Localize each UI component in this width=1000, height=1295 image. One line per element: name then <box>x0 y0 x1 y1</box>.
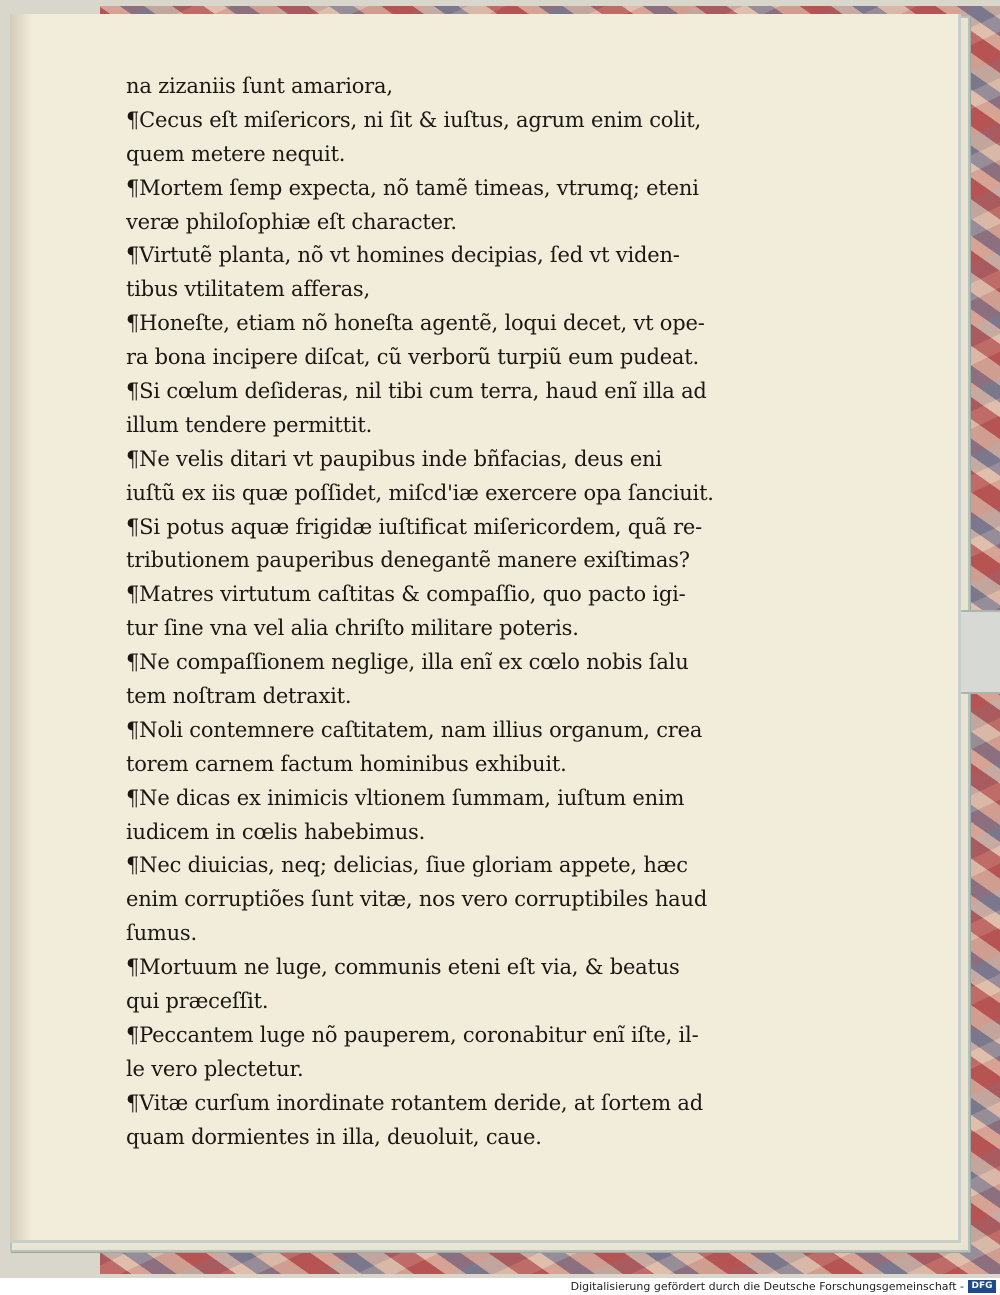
text-line: ¶Mortuum ne luge, communis eteni eſt via, & beatus <box>126 955 680 980</box>
text-line: ¶Ne compaſſionem neglige, illa enĩ ex cœlo nobis ſalu <box>126 650 689 675</box>
text-line: quam dormientes in illa, deuoluit, caue. <box>126 1124 542 1149</box>
text-line: ¶Mortem ſemp expecta, nõ tamẽ timeas, vtrumq; eteni <box>126 175 699 200</box>
text-line: enim corruptiões ſunt vitæ, nos vero corruptibiles haud <box>126 887 708 912</box>
text-line: ¶Noli contemnere caſtitatem, nam illius organum, crea <box>126 717 703 742</box>
page-gutter-shadow <box>10 14 32 1240</box>
text-line: iuſtũ ex iis quæ poſſidet, miſcd'iæ exercere opa ſanciuit. <box>126 480 714 505</box>
text-line: ¶Cecus eſt miſericors, ni ſit & iuſtus, agrum enim colit, <box>126 107 701 132</box>
text-line: ¶Matres virtutum caſtitas & compaſſio, quo pacto igi- <box>126 582 686 607</box>
text-line: ¶Honeſte, etiam nõ honeſta agentẽ, loqui decet, vt ope- <box>126 311 705 336</box>
footer-credit: Digitalisierung gefördert durch die Deutsche Forschungsgemeinschaft - <box>570 1280 964 1293</box>
text-line: le vero plectetur. <box>126 1056 304 1081</box>
text-line: tur ſine vna vel alia chriſto militare poteris. <box>126 616 579 641</box>
text-line: tem noſtram detraxit. <box>126 684 352 709</box>
text-line: qui præceſſit. <box>126 989 269 1014</box>
page-text <box>126 70 816 1155</box>
text-line: veræ philoſophiæ eſt character. <box>126 209 457 234</box>
text-line: ¶Virtutẽ planta, nõ vt homines decipias, ſed vt viden- <box>126 243 680 268</box>
text-line: na zizaniis ſunt amariora, <box>126 74 393 98</box>
text-line: quem metere nequit. <box>126 141 346 166</box>
footer-bar <box>0 1278 1000 1295</box>
text-line: ¶Ne dicas ex inimicis vltionem ſummam, iuſtum enim <box>126 785 685 810</box>
text-line: ¶Peccantem luge nõ pauperem, coronabitur enĩ iſte, il- <box>126 1022 699 1047</box>
text-line: ¶Vitæ curſum inordinate rotantem deride, at ſortem ad <box>126 1090 703 1115</box>
text-line: ra bona incipere diſcat, cũ verborũ turpiũ eum pudeat. <box>126 345 699 370</box>
text-line: illum tendere permittit. <box>126 412 373 437</box>
dfg-logo[interactable]: DFG <box>968 1280 996 1293</box>
text-line: tibus vtilitatem afferas, <box>126 277 370 302</box>
text-line: iudicem in cœlis habebimus. <box>126 819 426 844</box>
text-line: ¶Ne velis ditari vt paupibus inde bñfacias, deus eni <box>126 446 662 471</box>
text-line: ¶Si cœlum deſideras, nil tibi cum terra, haud enĩ illa ad <box>126 379 707 404</box>
text-line: torem carnem factum hominibus exhibuit. <box>126 751 567 776</box>
text-line: ¶Nec diuicias, neq; delicias, ſiue gloriam appete, hæc <box>126 853 688 878</box>
text-line: ſumus. <box>126 921 197 946</box>
text-line: ¶Si potus aquæ frigidæ iuſtificat miſericordem, quã re- <box>126 514 703 539</box>
text-line: tributionem pauperibus denegantẽ manere exiſtimas? <box>126 548 690 573</box>
